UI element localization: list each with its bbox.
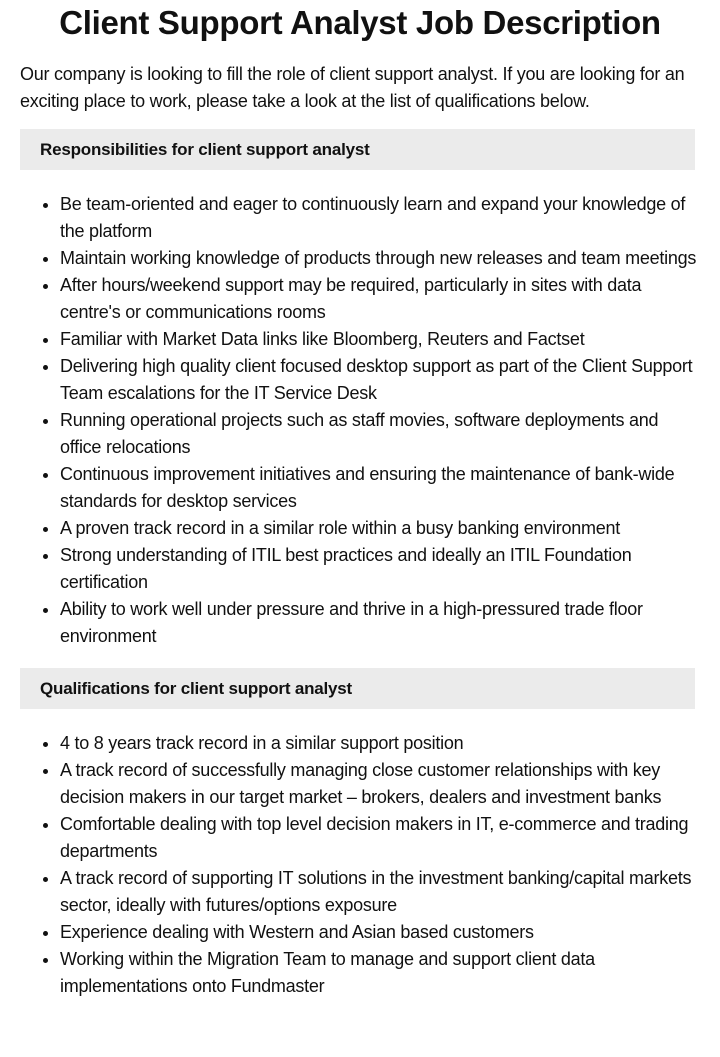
responsibilities-heading: Responsibilities for client support analyst bbox=[20, 129, 695, 170]
list-item: • 4 to 8 years track record in a similar support position bbox=[60, 730, 700, 757]
list-item: • Ability to work well under pressure and thrive in a high-pressured trade floor environment bbox=[60, 596, 700, 650]
list-item: • Maintain working knowledge of products through new releases and team meetings bbox=[60, 245, 700, 272]
list-item: • Running operational projects such as staff movies, software deployments and office relocations bbox=[60, 407, 700, 461]
qualifications-list bbox=[20, 730, 700, 1000]
list-item: • Familiar with Market Data links like Bloomberg, Reuters and Factset bbox=[60, 326, 700, 353]
list-item: • Delivering high quality client focused desktop support as part of the Client Support Team escalations for the IT Service Desk bbox=[60, 353, 700, 407]
list-item: • Experience dealing with Western and Asian based customers bbox=[60, 919, 700, 946]
page-title: Client Support Analyst Job Description bbox=[59, 4, 661, 41]
intro-paragraph: Our company is looking to fill the role of client support analyst. If you are looking for an exciting place to work, please take a look at the list of qualifications below. bbox=[20, 64, 685, 111]
list-item: • Working within the Migration Team to manage and support client data implementations onto Fundmaster bbox=[60, 946, 700, 1000]
list-item: • Be team-oriented and eager to continuously learn and expand your knowledge of the platform bbox=[60, 191, 700, 245]
list-item: • Strong understanding of ITIL best practices and ideally an ITIL Foundation certification bbox=[60, 542, 700, 596]
qualifications-heading: Qualifications for client support analyst bbox=[20, 668, 695, 709]
list-item: • After hours/weekend support may be required, particularly in sites with data centre's or communications rooms bbox=[60, 272, 700, 326]
list-item: • A track record of successfully managing close customer relationships with key decision makers in our target market – brokers, dealers and investment banks bbox=[60, 757, 700, 811]
list-item: • Comfortable dealing with top level decision makers in IT, e-commerce and trading departments bbox=[60, 811, 700, 865]
list-item: • A proven track record in a similar role within a busy banking environment bbox=[60, 515, 700, 542]
responsibilities-list bbox=[20, 191, 700, 650]
list-item: • A track record of supporting IT solutions in the investment banking/capital markets sector, ideally with futures/options exposure bbox=[60, 865, 700, 919]
list-item: • Continuous improvement initiatives and ensuring the maintenance of bank-wide standards for desktop services bbox=[60, 461, 700, 515]
